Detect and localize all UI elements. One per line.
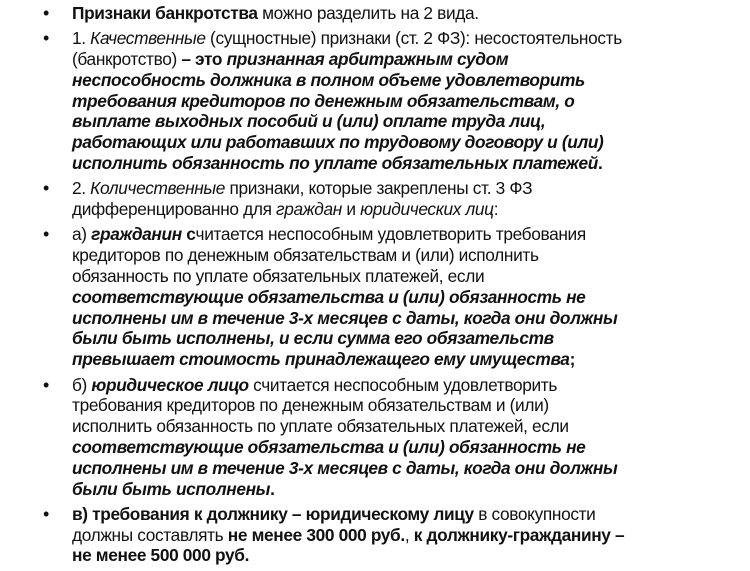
text-segment: (сущностные) признаки (ст. 2 ФЗ): несостоятельность — [205, 28, 622, 49]
bullet-item — [0, 3, 750, 24]
text-line — [72, 28, 750, 49]
text-segment: требования кредиторов по денежным обязательствам, о — [72, 90, 575, 111]
text-segment: неспособность должника в полном объеме удовлетворить — [72, 69, 585, 90]
text-line — [72, 266, 750, 287]
text-segment: обязанность по уплате обязательных платежей, если — [72, 266, 485, 287]
text-segment: Качественные — [90, 28, 206, 49]
text-segment: не менее 500 000 руб. — [72, 545, 250, 566]
text-line — [72, 395, 750, 416]
text-segment: кредиторов по денежным обязательствам и (или) исполнить — [72, 245, 539, 266]
text-segment: были быть исполнены — [72, 478, 271, 499]
text-segment: юридических лиц — [360, 199, 494, 220]
bullet-item — [0, 28, 750, 174]
text-line — [72, 545, 750, 566]
text-line — [72, 375, 750, 396]
bullet-icon: • — [43, 3, 50, 23]
text-segment: в) требования к должнику – юридическому лицу — [72, 503, 474, 524]
text-segment: соответствующие обязательства и (или) обязанность не — [72, 436, 586, 457]
text-segment: , — [404, 524, 414, 545]
text-line — [72, 91, 750, 112]
text-line — [72, 287, 750, 308]
text-segment: (банкротство) — [72, 49, 182, 70]
text-line — [72, 132, 750, 153]
bullet-item — [0, 178, 750, 220]
text-line — [72, 308, 750, 329]
text-segment: 2. — [72, 178, 91, 199]
text-line — [72, 199, 750, 220]
text-line — [72, 49, 750, 70]
text-segment: а) — [72, 224, 92, 245]
text-line — [72, 328, 750, 349]
text-line — [72, 111, 750, 132]
text-segment: – это — [181, 49, 227, 70]
text-segment: к должнику-гражданину – — [413, 524, 625, 545]
text-segment: исполнить обязанность по уплате обязательных платежей, если — [72, 416, 569, 437]
bullet-icon: • — [43, 28, 50, 49]
text-segment: б) — [72, 374, 92, 395]
slide-bullet-list — [0, 3, 750, 571]
text-line — [72, 70, 750, 91]
bullet-item — [0, 224, 750, 370]
text-line — [72, 525, 750, 546]
text-segment: с — [181, 224, 196, 245]
text-line — [72, 178, 750, 199]
text-segment: соответствующие обязательства и (или) обязанность не — [72, 286, 586, 307]
text-segment: выплате выходных пособий и (или) оплате труда лиц, — [72, 111, 546, 132]
text-segment: признаки, которые закреплены ст. 3 ФЗ — [225, 178, 533, 199]
text-segment: исполнить обязанность по уплате обязательных платежей — [72, 153, 598, 174]
text-line — [72, 504, 750, 525]
text-segment: и — [341, 199, 361, 220]
text-segment: . — [598, 153, 603, 174]
text-line — [72, 224, 750, 245]
text-segment: признанная арбитражным судом — [226, 49, 509, 70]
text-segment: считается неспособным удовлетворить — [248, 374, 558, 395]
bullet-icon: • — [43, 224, 50, 245]
text-segment: Признаки банкротства — [72, 3, 258, 23]
text-segment: были быть исполнены, и если сумма его обязательств — [72, 328, 554, 349]
text-segment: . — [270, 478, 275, 499]
text-segment: юридическое лицо — [91, 374, 249, 395]
text-segment: требования кредиторов по денежным обязательствам и (или) — [72, 395, 549, 416]
text-line — [72, 458, 750, 479]
text-segment: должны составлять — [72, 524, 228, 545]
text-segment: Количественные — [90, 178, 226, 199]
text-segment: дифференцированно для — [72, 199, 277, 220]
text-line — [72, 3, 750, 24]
text-segment: в совокупности — [473, 503, 596, 524]
text-line — [72, 349, 750, 370]
text-segment: ; — [569, 349, 575, 370]
text-segment: 1. — [72, 28, 91, 49]
text-segment: гражданин — [91, 224, 182, 245]
text-line — [72, 416, 750, 437]
bullet-icon: • — [43, 178, 50, 199]
text-segment: граждан — [276, 199, 342, 220]
text-segment: можно разделить на 2 вида. — [257, 3, 479, 23]
text-segment: превышает стоимость принадлежащего ему имущества — [72, 349, 570, 370]
text-line — [72, 153, 750, 174]
text-line — [72, 437, 750, 458]
text-segment: не менее 300 000 руб. — [227, 524, 405, 545]
text-line — [72, 245, 750, 266]
bullet-item — [0, 504, 750, 566]
text-segment: читается неспособным удовлетворить требования — [195, 224, 586, 245]
text-segment: : — [493, 199, 499, 220]
text-segment: исполнены им в течение 3-х месяцев с даты, когда они должны — [72, 307, 618, 328]
text-segment: работающих или работавших по трудовому договору и (или) — [72, 132, 604, 153]
bullet-item — [0, 375, 750, 500]
text-line — [72, 479, 750, 500]
bullet-icon: • — [43, 374, 50, 395]
text-segment: исполнены им в течение 3-х месяцев с даты, когда они должны — [72, 457, 618, 478]
bullet-icon: • — [43, 503, 50, 524]
